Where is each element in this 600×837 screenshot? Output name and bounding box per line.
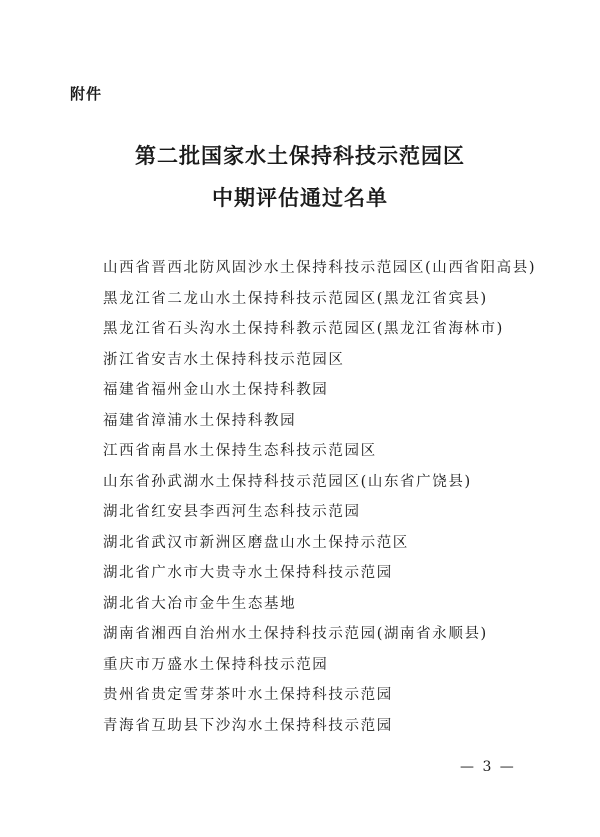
park-list [103, 253, 536, 741]
page-number: — 3 — [460, 759, 516, 775]
document-title-line-2: 中期评估通过名单 [212, 185, 388, 210]
list-item: 江西省南昌水土保持生态科技示范园区 [103, 443, 377, 459]
list-item: 福建省漳浦水土保持科教园 [103, 412, 297, 429]
attachment-label: 附件 [70, 85, 103, 103]
list-item: 黑龙江省二龙山水土保持科技示范园区(黑龙江省宾县) [103, 290, 488, 307]
list-item: 重庆市万盛水土保持科技示范园 [103, 656, 329, 673]
list-item: 青海省互助县下沙沟水土保持科技示范园 [103, 717, 393, 734]
list-item: 黑龙江省石头沟水土保持科教示范园区(黑龙江省海林市) [103, 321, 504, 337]
list-item: 福建省福州金山水土保持科教园 [103, 382, 329, 398]
list-item: 山东省孙武湖水土保持科技示范园区(山东省广饶县) [103, 473, 472, 490]
list-item: 湖北省广水市大贵寺水土保持科技示范园 [103, 565, 393, 581]
list-item: 湖南省湘西自治州水土保持科技示范园(湖南省永顺县) [103, 626, 488, 642]
document-title-line-1: 第二批国家水土保持科技示范园区 [135, 143, 465, 168]
list-item: 贵州省贵定雪芽茶叶水土保持科技示范园 [103, 687, 393, 703]
list-item: 湖北省武汉市新洲区磨盘山水土保持示范区 [103, 534, 409, 551]
list-item: 湖北省红安县李西河生态科技示范园 [103, 504, 361, 520]
list-item: 湖北省大冶市金牛生态基地 [103, 595, 297, 612]
list-item: 山西省晋西北防风固沙水土保持科技示范园区(山西省阳高县) [103, 260, 537, 276]
list-item: 浙江省安吉水土保持科技示范园区 [103, 351, 345, 368]
